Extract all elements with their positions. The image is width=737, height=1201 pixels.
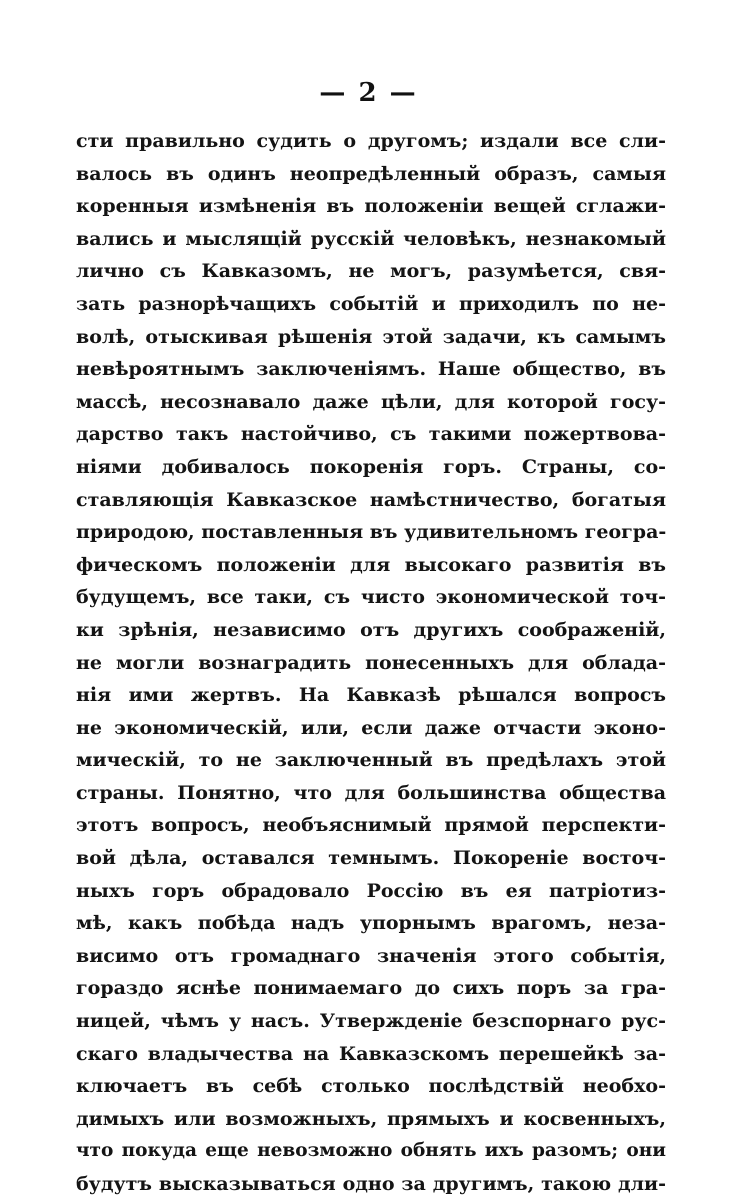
text-line: невѣроятнымъ заключеніямъ. Наше общество, въ bbox=[76, 358, 666, 381]
text-line: вой дѣла, оставался темнымъ. Покореніе восточ- bbox=[76, 847, 666, 870]
text-line: димыхъ или возможныхъ, прямыхъ и косвенныхъ, bbox=[76, 1107, 666, 1130]
text-line: не могли вознаградить понесенныхъ для облада- bbox=[76, 651, 666, 674]
body-text bbox=[76, 125, 666, 1201]
text-line: ставляющія Кавказское намѣстничество, богатыя bbox=[76, 488, 666, 511]
text-line: что покуда еще невозможно обнять ихъ разомъ; они bbox=[76, 1140, 666, 1162]
text-line: страны. Понятно, что для большинства общества bbox=[76, 781, 666, 804]
text-line: мѣ, какъ побѣда надъ упорнымъ врагомъ, неза- bbox=[76, 912, 666, 935]
text-line: массѣ, несознавало даже цѣли, для которой госу- bbox=[76, 390, 666, 413]
text-line: фическомъ положеніи для высокаго развитія въ bbox=[76, 553, 666, 576]
page-number: — 2 — bbox=[319, 78, 418, 108]
text-line: нія ими жертвъ. На Кавказѣ рѣшался вопросъ bbox=[76, 684, 666, 707]
text-line: будутъ высказываться одно за другимъ, такою дли- bbox=[76, 1173, 666, 1195]
text-line: висимо отъ громаднаго значенія этого событія, bbox=[76, 944, 666, 967]
text-line: гораздо яснѣе понимаемаго до сихъ поръ за гра- bbox=[76, 977, 666, 1000]
text-line: этотъ вопросъ, необъяснимый прямой перспекти- bbox=[76, 814, 666, 837]
text-line: валось въ одинъ неопредѣленный образъ, самыя bbox=[76, 162, 666, 185]
text-line: зать разнорѣчащихъ событій и приходилъ по не- bbox=[76, 292, 666, 315]
text-line: ключаетъ въ себѣ столько послѣдствій необхо- bbox=[76, 1075, 666, 1098]
text-line: будущемъ, все таки, съ чисто экономической точ- bbox=[76, 586, 666, 609]
text-line: сти правильно судить о другомъ; издали все сли- bbox=[76, 130, 666, 152]
text-line: не экономическій, или, если даже отчасти эконо- bbox=[76, 716, 666, 739]
text-line: ніями добивалось покоренія горъ. Страны, со- bbox=[76, 455, 666, 478]
text-line: природою, поставленныя въ удивительномъ геогра- bbox=[76, 521, 666, 544]
text-line: вались и мыслящій русскій человѣкъ, незнакомый bbox=[76, 227, 666, 250]
text-line: скаго владычества на Кавказскомъ перешейкѣ за- bbox=[76, 1042, 666, 1065]
text-line: коренныя измѣненія въ положеніи вещей сглажи- bbox=[76, 195, 666, 218]
text-line: ки зрѣнія, независимо отъ другихъ соображеній, bbox=[76, 618, 666, 641]
text-line: ницей, чѣмъ у насъ. Утвержденіе безспорнаго рус- bbox=[76, 1010, 666, 1033]
text-line: волѣ, отыскивая рѣшенія этой задачи, къ самымъ bbox=[76, 325, 666, 348]
text-line: ныхъ горъ обрадовало Россію въ ея патріотиз- bbox=[76, 879, 666, 902]
text-line: дарство такъ настойчиво, съ такими пожертвова- bbox=[76, 423, 666, 446]
text-line: лично съ Кавказомъ, не могъ, разумѣется, свя- bbox=[76, 260, 666, 283]
text-line: мическій, то не заключенный въ предѣлахъ этой bbox=[76, 749, 666, 772]
